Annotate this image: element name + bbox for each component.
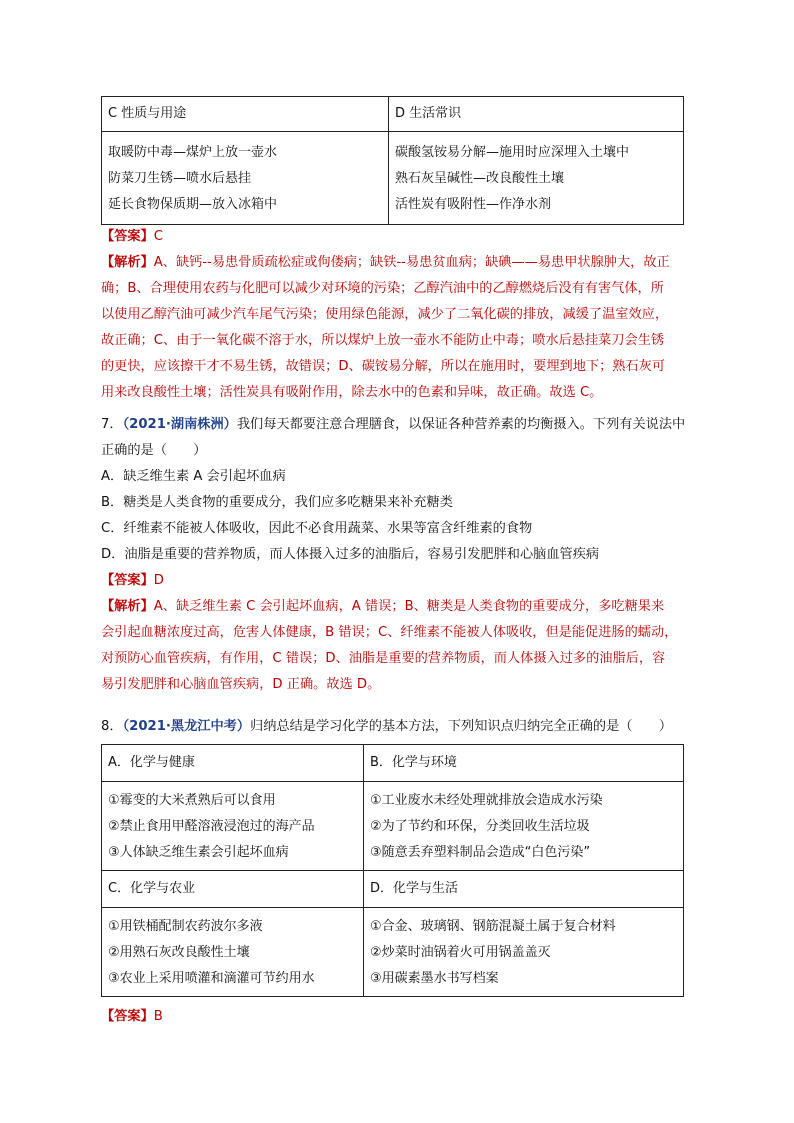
q7-analysis-line: 会引起血糖浓度过高，危害人体健康，B 错误；C、纤维素不能被人体吸收，但是能促进肠的蠕动， (101, 625, 678, 640)
cell-header: A．化学与健康 (108, 755, 195, 770)
q8-cell-a-body (102, 782, 364, 871)
q8-answer-block (101, 1004, 691, 1030)
cell-item: ②禁止食用甲醛溶液浸泡过的海产品 (108, 819, 315, 834)
table1-left-item: 取暖防中毒—煤炉上放一壶水 (108, 145, 278, 160)
cell-item: ③人体缺乏维生素会引起坏血病 (108, 845, 289, 860)
cell-item: ②炒菜时油锅着火可用锅盖盖灭 (370, 945, 551, 960)
q8-cell-b-header (364, 745, 684, 782)
q8-options-table (101, 744, 684, 997)
q7-option-b: B．糖类是人类食物的重要成分，我们应多吃糖果来补充糖类 (101, 495, 453, 510)
q7-analysis-line: 易引发肥胖和心脑血管疾病，D 正确。故选 D。 (101, 677, 381, 692)
q8-answer (101, 1004, 691, 1030)
q7-analysis-line (101, 594, 691, 620)
table1-right-item: 熟石灰呈碱性—改良酸性土壤 (395, 171, 565, 186)
q8-cell-c-body (102, 908, 364, 997)
q6-analysis-line: 的更快，应该擦干才不易生锈，故错误；D、碳铵易分解，所以在施用时，要埋到地下；熟石灰可 (101, 359, 666, 374)
cell-item: ③农业上采用喷灌和滴灌可节约用水 (108, 971, 315, 986)
table1-left-item: 防菜刀生锈—喷水后悬挂 (108, 171, 252, 186)
cell-item: ③用碳素墨水书写档案 (370, 971, 499, 986)
analysis-text: A、缺乏维生素 C 会引起坏血病，A 错误；B、糖类是人类食物的重要成分，多吃糖果来 (153, 599, 665, 614)
table1-left-item: 延长食物保质期—放入冰箱中 (108, 197, 278, 212)
q7-answer (101, 568, 691, 594)
table1-right-body (389, 132, 684, 225)
analysis-text: A、缺钙--易患骨质疏松症或佝偻病；缺铁--易患贫血病；缺碘——易患甲状腺肿大，故正 (153, 255, 670, 270)
answer-value: C (153, 229, 163, 244)
q8-cell-b-body (364, 782, 684, 871)
q6-analysis-line: 故正确；C、由于一氧化碳不溶于水，所以煤炉上放一壶水不能防止中毒；喷水后悬挂菜刀会生锈 (101, 333, 665, 348)
q8-cell-d-body (364, 908, 684, 997)
cell-item: ③随意丢弃塑料制品会造成“白色污染” (370, 845, 591, 860)
question-stem: 我们每天都要注意合理膳食，以保证各种营养素的均衡摄入。下列有关说法中 (236, 417, 686, 432)
q7-stem (101, 412, 691, 438)
cell-item: ②用熟石灰改良酸性土壤 (108, 945, 250, 960)
question-stem: 归纳总结是学习化学的基本方法，下列知识点归纳完全正确的是（ ） (250, 719, 673, 734)
table1-right-header: D 生活常识 (395, 106, 462, 121)
q6-answer-analysis (101, 224, 691, 406)
q7-stem-line2: 正确的是（ ） (101, 443, 207, 458)
cell-item: ①用铁桶配制农药波尔多液 (108, 919, 263, 934)
q8-cell-a-header (102, 745, 364, 782)
table1-right-item: 碳酸氢铵易分解—施用时应深埋入土壤中 (395, 145, 630, 160)
q8-stem (101, 714, 691, 740)
question-number: 8． (101, 719, 123, 734)
question-number: 7． (101, 417, 123, 432)
q6-analysis-line: 以使用乙醇汽油可减少汽车尾气污染；使用绿色能源，减少了二氧化碳的排放，减缓了温室效应， (101, 307, 669, 322)
cell-header: B．化学与环境 (370, 755, 457, 770)
answer-tag: 【答案】 (101, 229, 154, 244)
cell-header: D．化学与生活 (370, 881, 459, 896)
answer-tag: 【答案】 (101, 1009, 154, 1024)
table1-right-header-cell (389, 97, 684, 132)
q7-option-a: A．缺乏维生素 A 会引起坏血病 (101, 469, 286, 484)
q7-analysis-line: 对预防心血管疾病，有作用，C 错误；D、油脂是重要的营养物质，而人体摄入过多的油脂后，容 (101, 651, 666, 666)
answer-value: B (153, 1009, 163, 1024)
q6-analysis-line (101, 250, 691, 276)
q6-options-table (101, 96, 684, 225)
table1-left-body (102, 132, 389, 225)
q7-option-c: C．纤维素不能被人体吸收，因此不必食用蔬菜、水果等富含纤维素的食物 (101, 521, 533, 536)
analysis-tag: 【解析】 (101, 255, 154, 270)
q6-analysis-line: 确；B、合理使用农药与化肥可以减少对环境的污染；乙醇汽油中的乙醇燃烧后没有有害气体，所 (101, 281, 664, 296)
table1-right-item: 活性炭有吸附性—作净水剂 (395, 197, 552, 212)
table1-left-header-cell (102, 97, 389, 132)
cell-item: ①合金、玻璃钢、钢筋混凝土属于复合材料 (370, 919, 616, 934)
table1-left-header: C 性质与用途 (108, 106, 187, 121)
q7-option-d: D．油脂是重要的营养物质，而人体摄入过多的油脂后，容易引发肥胖和心脑血管疾病 (101, 547, 600, 562)
q6-answer (101, 224, 691, 250)
question-8 (101, 714, 691, 740)
cell-item: ②为了节约和环保，分类回收生活垃圾 (370, 819, 590, 834)
question-source: （2021·湖南株洲） (122, 417, 237, 432)
answer-value: D (153, 573, 164, 588)
answer-tag: 【答案】 (101, 573, 154, 588)
q8-cell-d-header (364, 871, 684, 908)
q8-cell-c-header (102, 871, 364, 908)
q6-analysis-line: 用来改良酸性土壤；活性炭具有吸附作用，除去水中的色素和异味，故正确。故选 C。 (101, 385, 603, 400)
analysis-tag: 【解析】 (101, 599, 154, 614)
question-7 (101, 412, 691, 698)
cell-item: ①霉变的大米煮熟后可以食用 (108, 793, 276, 808)
question-source: （2021·黑龙江中考） (122, 719, 251, 734)
cell-header: C．化学与农业 (108, 881, 196, 896)
cell-item: ①工业废水未经处理就排放会造成水污染 (370, 793, 603, 808)
